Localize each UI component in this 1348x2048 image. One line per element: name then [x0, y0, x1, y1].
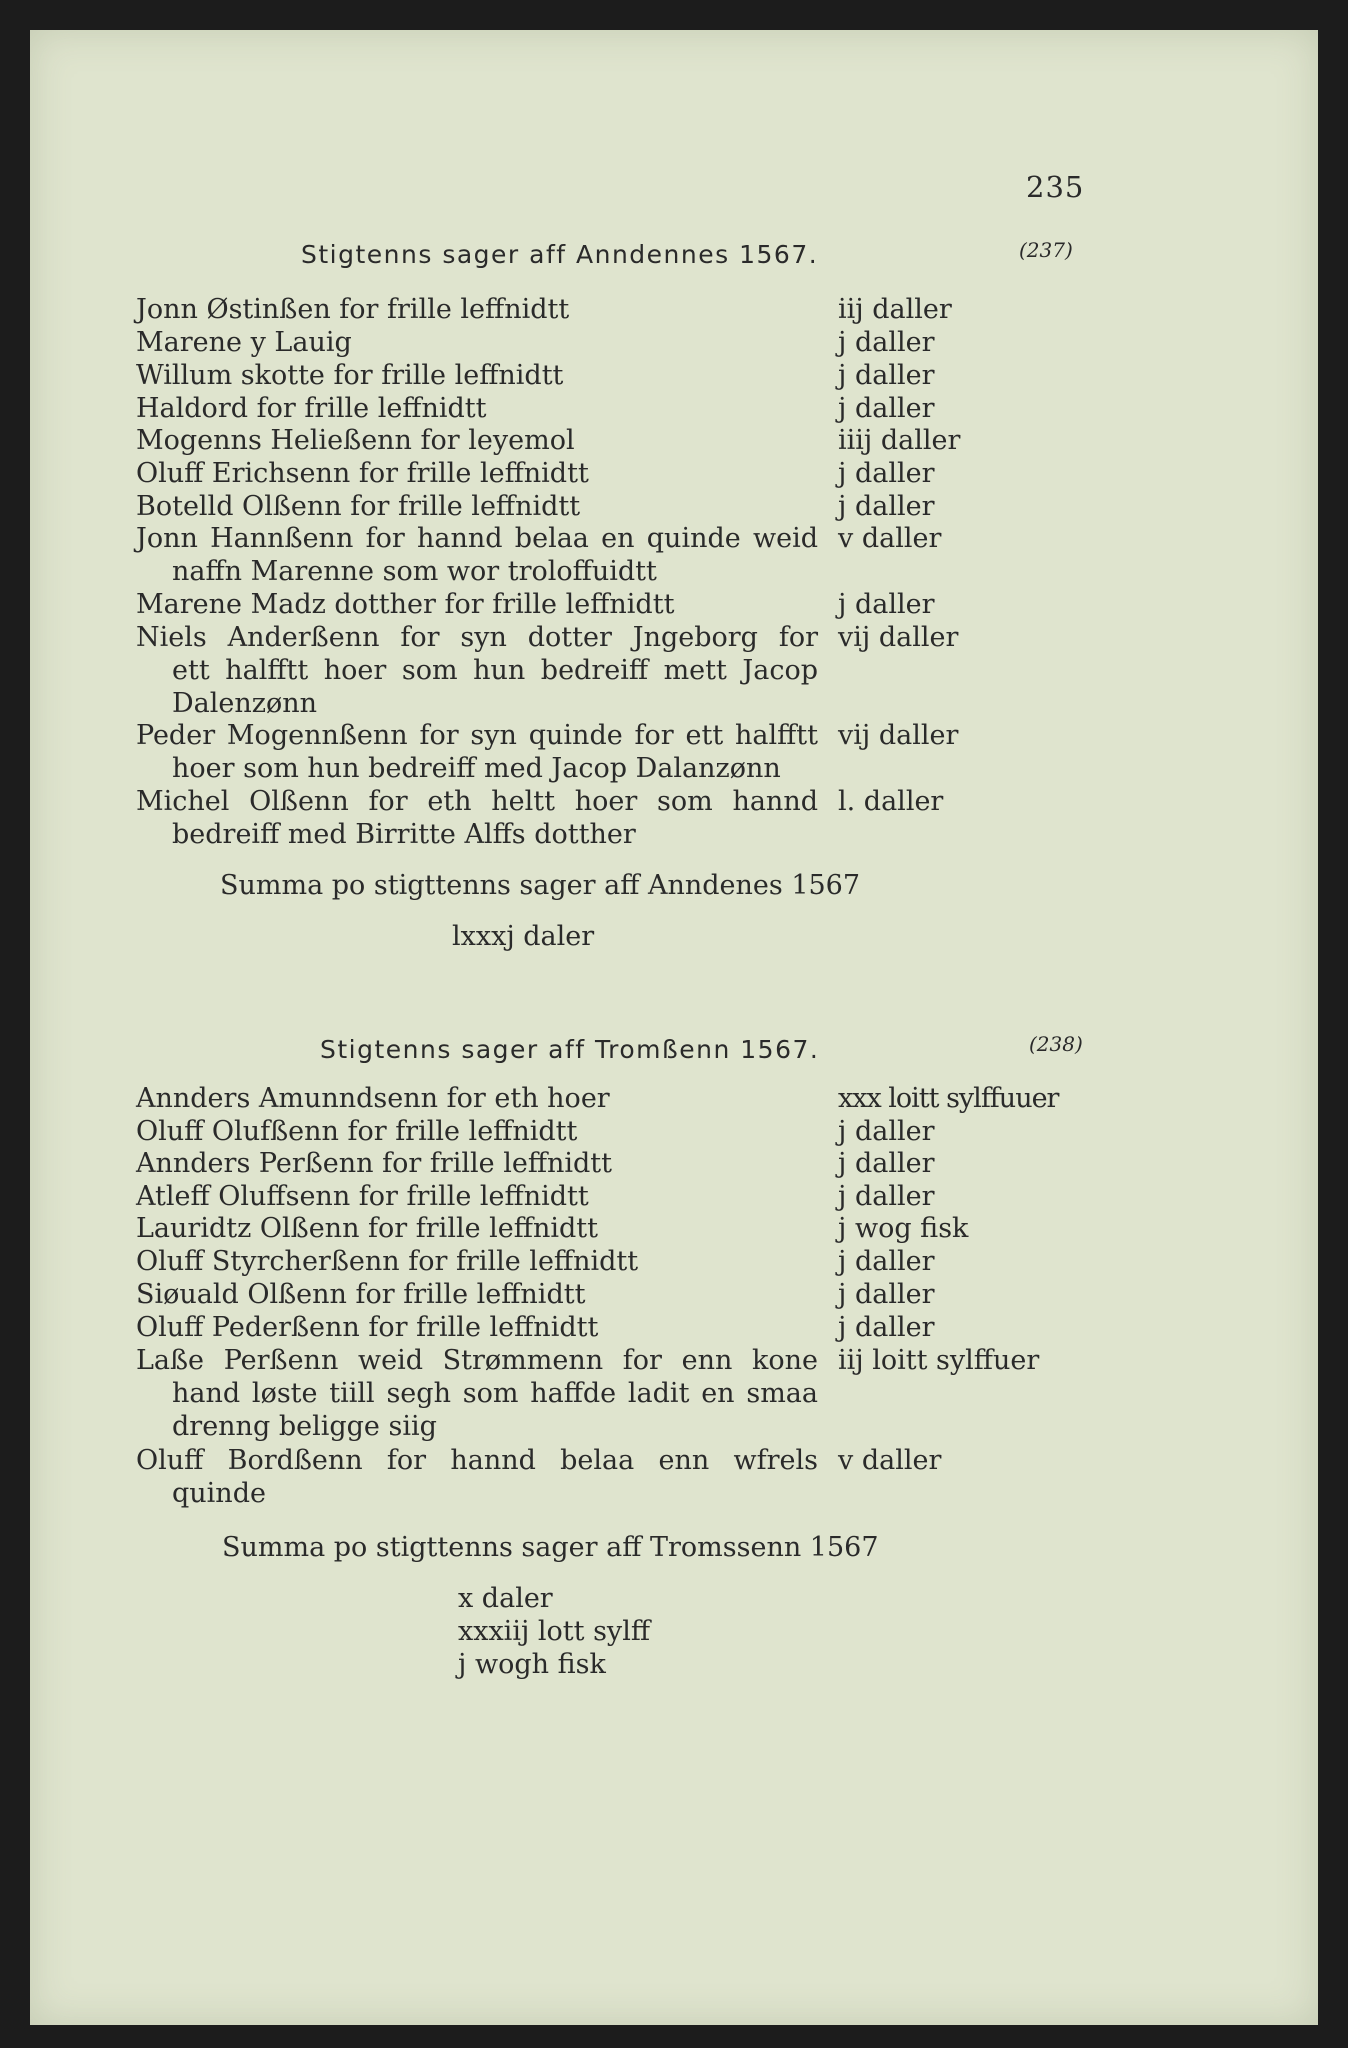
section-heading-anndennes: Stigtenns sager aff Anndennes 1567.: [301, 240, 819, 269]
archive-ref-238: (238): [1029, 1032, 1083, 1056]
entry-line: Laße Perßenn weid Strømmenn for enn kone: [136, 1345, 818, 1376]
summa-line: Summa po stigttenns sager aff Anndenes 1567: [220, 870, 861, 901]
entry-line: hoer som hun bedreiff med Jacop Dalanzønn: [172, 753, 781, 784]
entry-line: Oluff Bordßenn for hannd belaa enn wfrels: [136, 1445, 818, 1476]
entry-amount: j daller: [838, 1279, 935, 1310]
entry-text: Oluff Styrcherßenn for frille leffnidtt: [136, 1246, 639, 1277]
entry-amount: v daller: [838, 523, 942, 554]
entry-text: Botelld Olßenn for frille leffnidtt: [136, 491, 581, 522]
entry-line: Dalenzønn: [172, 688, 318, 719]
entry-text: Oluff Olufßenn for frille leffnidtt: [136, 1116, 578, 1147]
entry-amount: iij daller: [838, 294, 952, 325]
total-line: j wogh fisk: [458, 1649, 606, 1680]
entry-text: Oluff Pederßenn for frille leffnidtt: [136, 1312, 599, 1343]
entry-text: Marene Madz dotther for frille leffnidtt: [136, 589, 675, 620]
page-number: 235: [1026, 170, 1085, 204]
entry-text: [136, 1444, 818, 1510]
entry-text: Jonn Østinßen for frille leffnidtt: [136, 294, 570, 325]
entry-text: [136, 621, 818, 720]
entry-amount: j daller: [838, 360, 935, 391]
entry-text: Mogenns Heließenn for leyemol: [136, 425, 575, 456]
entry-text: [136, 719, 818, 785]
entry-line: Michel Olßenn for eth heltt hoer som hannd: [136, 786, 818, 817]
entry-amount: j daller: [838, 393, 935, 424]
entry-text: Lauridtz Olßenn for frille leffnidtt: [136, 1213, 598, 1244]
entry-amount: j daller: [838, 1246, 935, 1277]
entry-text: [136, 1344, 818, 1443]
entry-text: Atleff Oluffsenn for frille leffnidtt: [136, 1181, 589, 1212]
archive-ref-237: (237): [1019, 238, 1073, 262]
entry-amount: j daller: [838, 1116, 935, 1147]
total-line: lxxxj daler: [452, 921, 595, 952]
entry-amount: j wog fisk: [838, 1213, 969, 1244]
entry-text: Annders Amunndsenn for eth hoer: [136, 1083, 610, 1114]
entry-line: drenng beligge siig: [172, 1411, 437, 1442]
entry-amount: j daller: [838, 458, 935, 489]
total-line: xxxiij lott sylff: [458, 1616, 651, 1647]
section-heading-tromssenn: Stigtenns sager aff Tromßenn 1567.: [320, 1035, 820, 1064]
entry-line: Niels Anderßenn for syn dotter Jngeborg for: [136, 622, 818, 653]
entry-amount: j daller: [838, 1181, 935, 1212]
entry-text: Siøuald Olßenn for frille leffnidtt: [136, 1279, 586, 1310]
entry-amount: iiij daller: [838, 425, 961, 456]
entry-amount: j daller: [838, 589, 935, 620]
summa-line: Summa po stigttenns sager aff Tromssenn 1567: [222, 1532, 879, 1563]
entry-text: Marene y Lauig: [136, 327, 352, 358]
entry-amount: xxx loitt sylffuuer: [838, 1083, 1059, 1114]
entry-amount: j daller: [838, 1312, 935, 1343]
entry-amount: j daller: [838, 327, 935, 358]
entry-line: Jonn Hannßenn for hannd belaa en quinde weid: [136, 523, 818, 554]
entry-amount: j daller: [838, 491, 935, 522]
entry-line: bedreiff med Birritte Alffs dotther: [172, 819, 636, 850]
entry-text: Oluff Erichsenn for frille leffnidtt: [136, 458, 589, 489]
entry-line: Peder Mogennßenn for syn quinde for ett halfftt: [136, 720, 818, 751]
entry-text: [136, 522, 818, 588]
entry-amount: vij daller: [838, 720, 959, 751]
entry-line: naffn Marenne som wor troloffuidtt: [172, 556, 657, 587]
entry-amount: l. daller: [838, 786, 944, 817]
entry-text: Willum skotte for frille leffnidtt: [136, 360, 564, 391]
entry-line: hand løste tiill segh som haffde ladit en smaa: [172, 1378, 818, 1409]
entry-line: quinde: [172, 1478, 266, 1509]
entry-line: ett halfftt hoer som hun bedreiff mett Jacop: [172, 655, 818, 686]
total-line: x daler: [458, 1583, 553, 1614]
entry-text: Annders Perßenn for frille leffnidtt: [136, 1148, 613, 1179]
entry-amount: vij daller: [838, 622, 959, 653]
entry-amount: j daller: [838, 1148, 935, 1179]
entry-text: Haldord for frille leffnidtt: [136, 393, 487, 424]
entry-text: [136, 785, 818, 851]
entry-amount: iij loitt sylffuer: [838, 1345, 1040, 1376]
entry-amount: v daller: [838, 1445, 942, 1476]
